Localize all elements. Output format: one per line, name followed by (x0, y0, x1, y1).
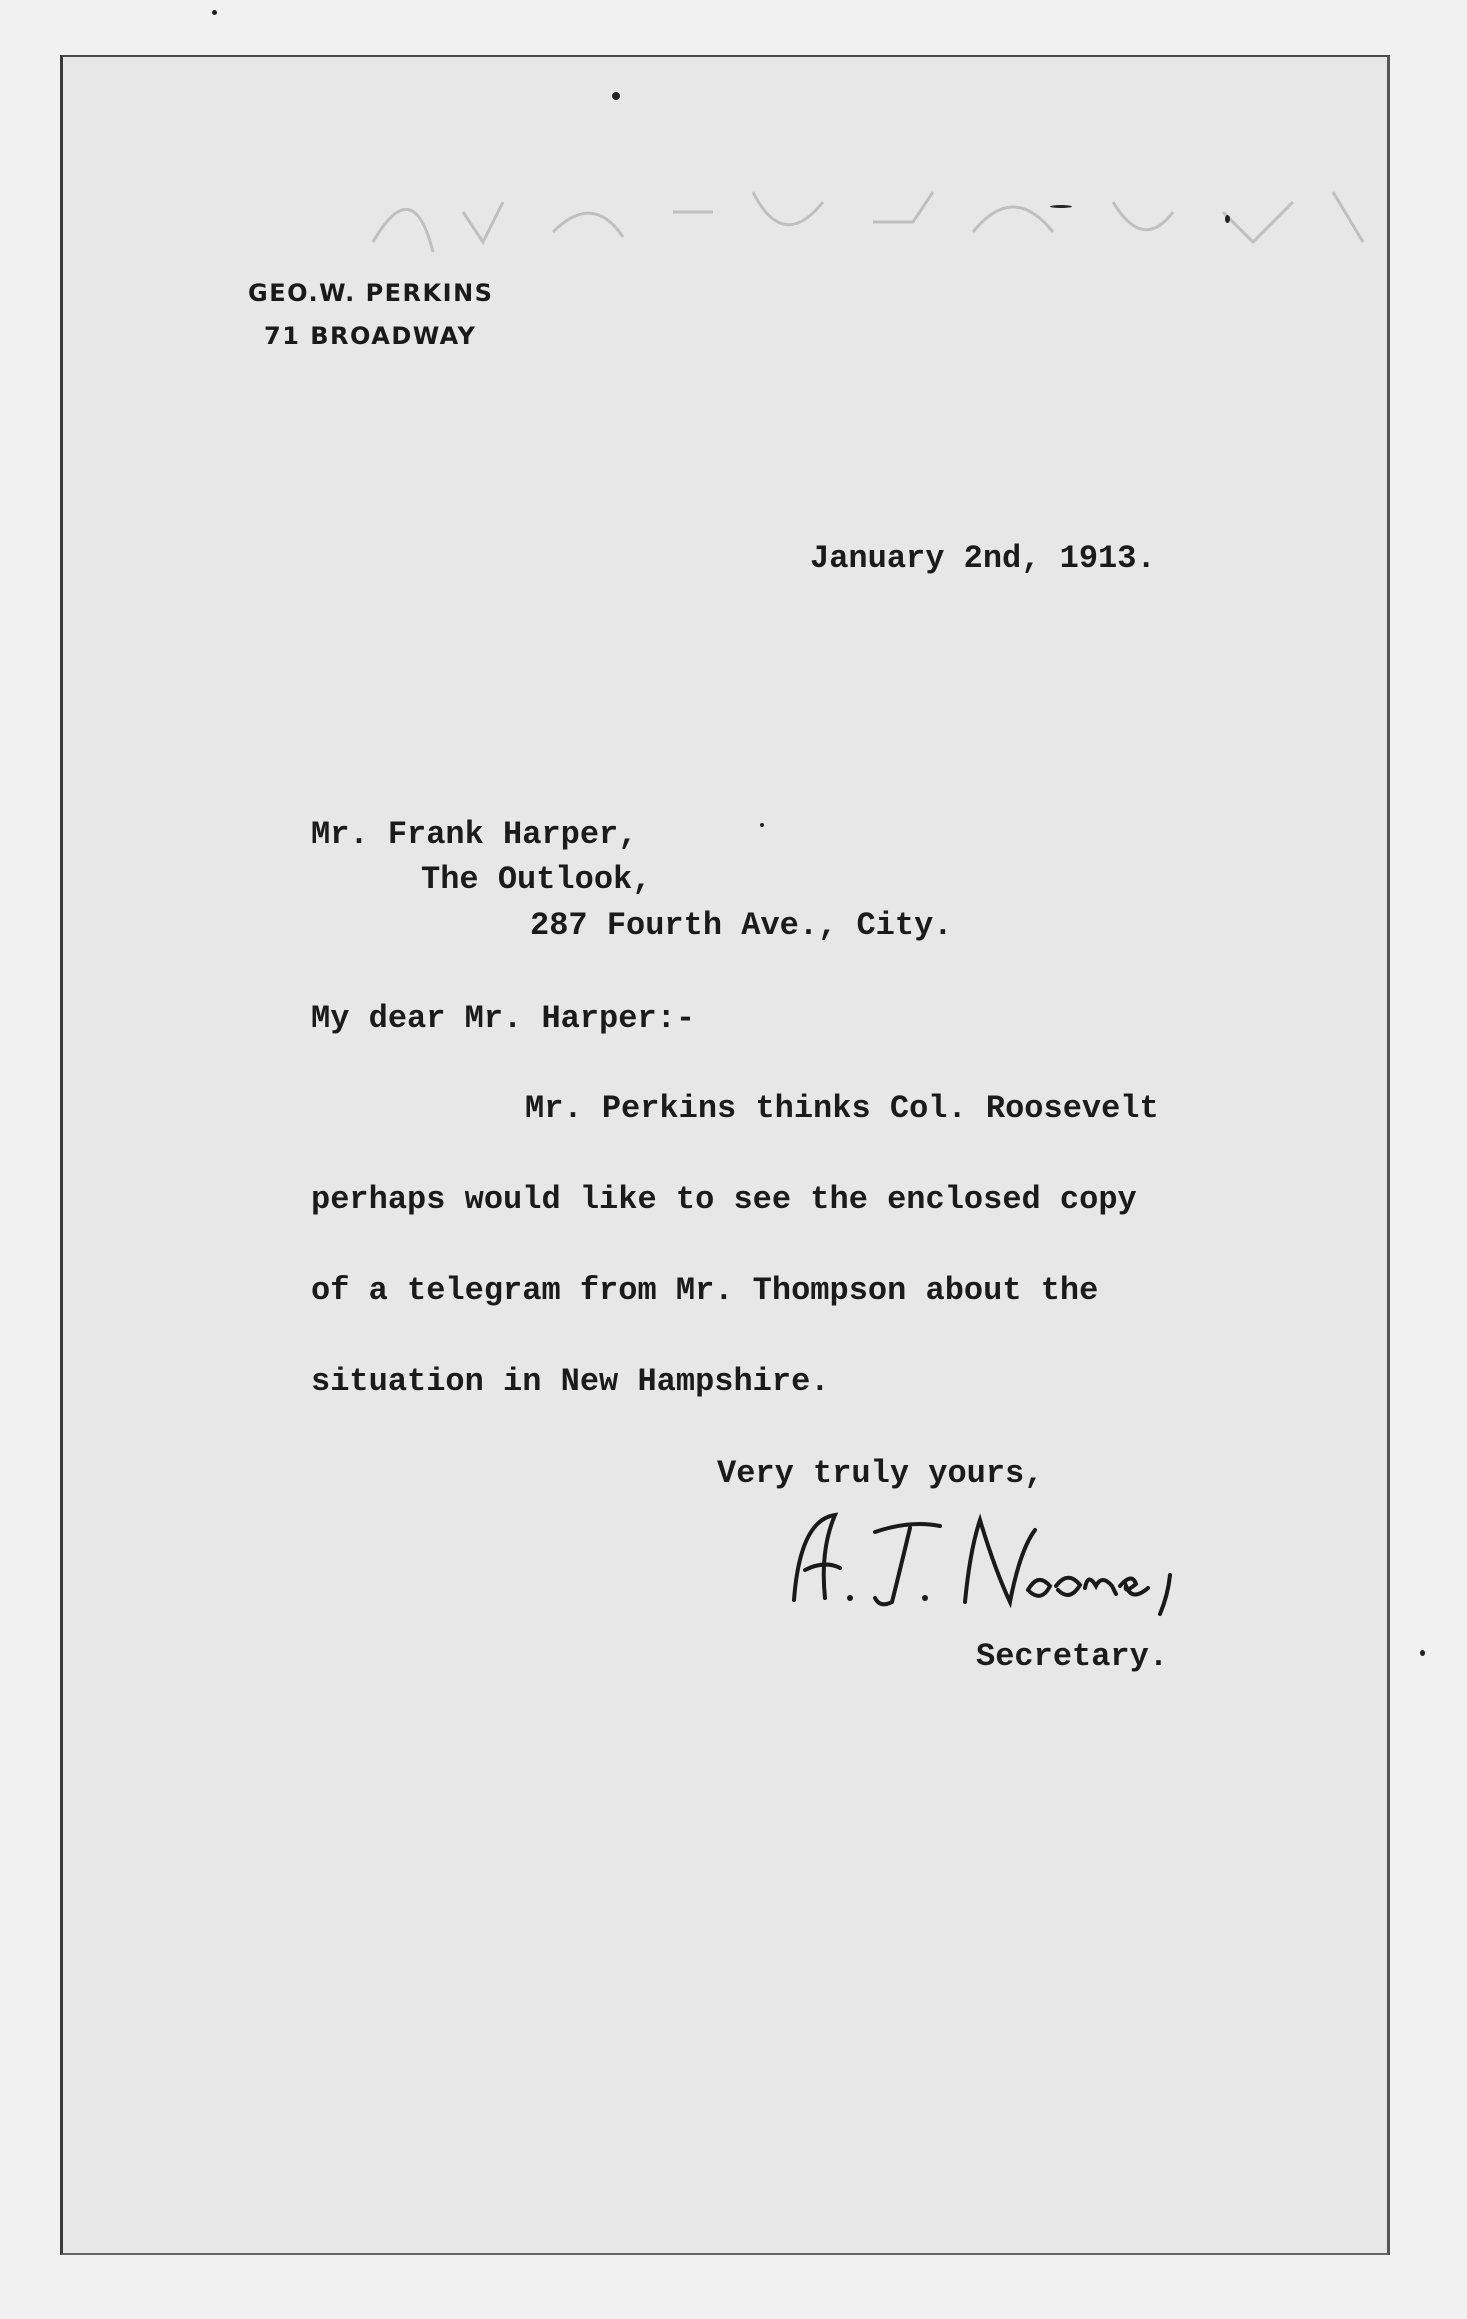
speck (760, 823, 764, 827)
signer-title: Secretary. (976, 1638, 1169, 1675)
salutation: My dear Mr. Harper:- (311, 1000, 696, 1037)
recipient-address: 287 Fourth Ave., City. (530, 907, 953, 944)
closing: Very truly yours, (717, 1455, 1044, 1492)
speck (612, 92, 620, 100)
faint-pencil-notation (353, 152, 1393, 282)
recipient-organization: The Outlook, (421, 861, 652, 898)
letterhead (248, 272, 493, 358)
body-line: situation in New Hampshire. (311, 1363, 830, 1400)
handwritten-signature (780, 1490, 1200, 1620)
body-line: Mr. Perkins thinks Col. Roosevelt (525, 1090, 1159, 1127)
body-line: of a telegram from Mr. Thompson about the (311, 1272, 1099, 1309)
recipient-name: Mr. Frank Harper, (311, 816, 638, 853)
letterhead-address: 71 BROADWAY (264, 322, 477, 350)
letter-sheet (60, 55, 1390, 2255)
speck (1050, 205, 1072, 208)
speck (1420, 1650, 1425, 1656)
letterhead-name: GEO.W. PERKINS (248, 279, 494, 307)
body-line: perhaps would like to see the enclosed copy (311, 1181, 1137, 1218)
speck (1225, 215, 1230, 223)
letter-date: January 2nd, 1913. (810, 540, 1156, 577)
speck (212, 10, 217, 15)
